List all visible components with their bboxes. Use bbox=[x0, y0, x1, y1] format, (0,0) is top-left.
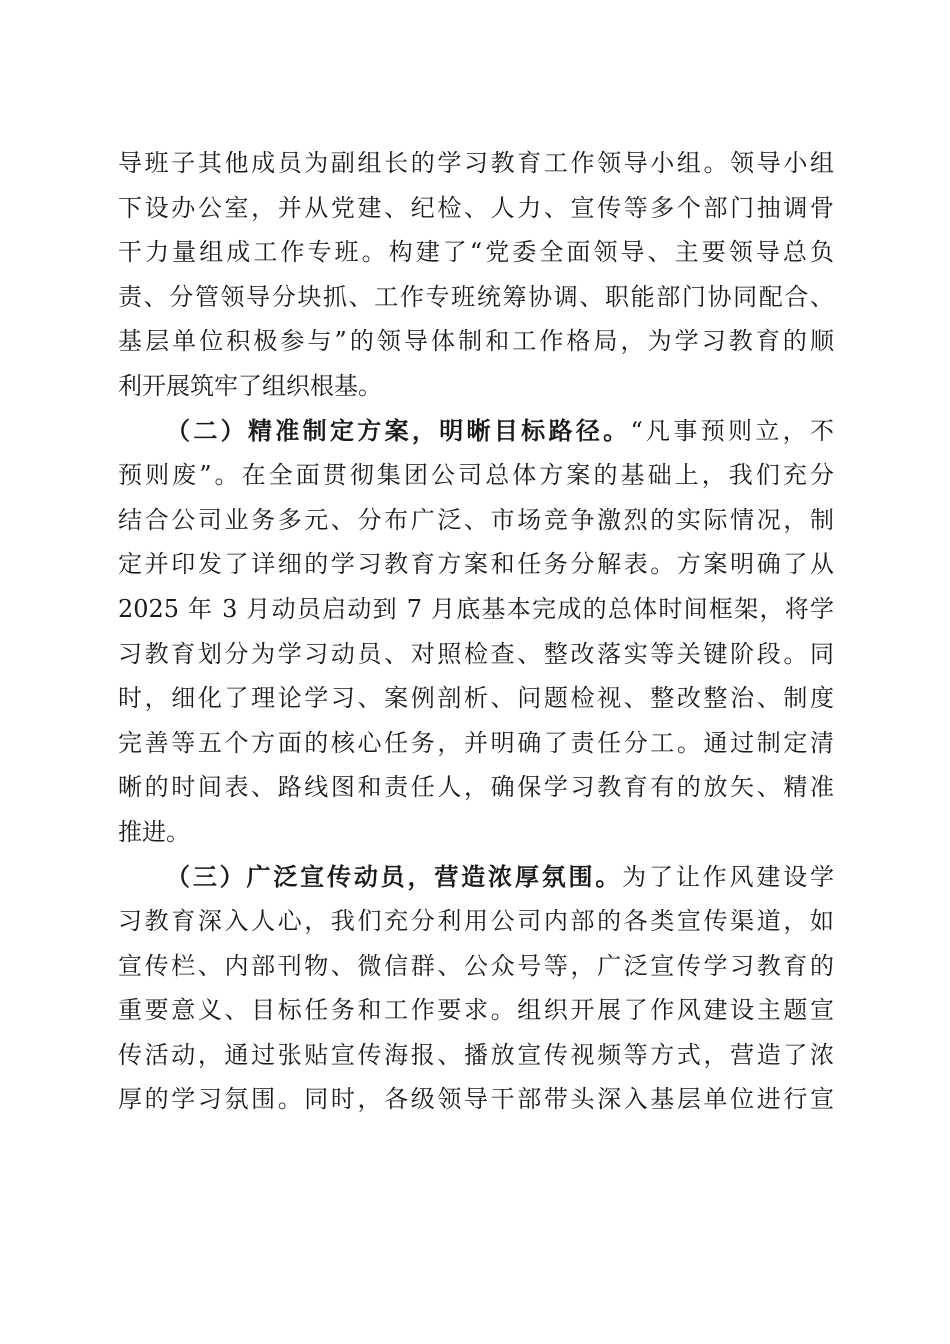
paragraph-plan bbox=[118, 409, 834, 855]
text-line bbox=[118, 721, 834, 766]
text-line bbox=[118, 765, 834, 810]
text-line bbox=[118, 899, 834, 944]
text-span: 导班子其他成员为副组长的学习教育工作领导小组。领导小组 bbox=[118, 149, 834, 177]
text-span: “凡事预则立，不 bbox=[630, 416, 834, 445]
text-line bbox=[118, 810, 834, 855]
text-span: 为了让作风建设学 bbox=[622, 862, 835, 891]
text-line bbox=[118, 186, 834, 231]
text-line bbox=[118, 141, 834, 186]
text-span: 重要意义、目标任务和工作要求。组织开展了作风建设主题宣 bbox=[118, 996, 834, 1025]
text-span: 习教育划分为学习动员、对照检查、整改落实等关键阶段。同 bbox=[118, 639, 834, 668]
text-span: 厚的学习氛围。同时，各级领导干部带头深入基层单位进行宣 bbox=[118, 1085, 834, 1114]
text-line bbox=[118, 364, 834, 409]
text-line bbox=[118, 275, 834, 320]
document-page bbox=[118, 141, 834, 1122]
text-span: 预则废”。在全面贯彻集团公司总体方案的基础上，我们充分 bbox=[118, 461, 834, 490]
text-span: 完善等五个方面的核心任务，并明确了责任分工。通过制定清 bbox=[118, 728, 834, 757]
text-line bbox=[118, 230, 834, 275]
paragraph-publicity bbox=[118, 855, 834, 1123]
text-line bbox=[118, 1077, 834, 1122]
text-span: 时，细化了理论学习、案例剖析、问题检视、整改整治、制度 bbox=[118, 684, 834, 713]
text-span: 推进。 bbox=[118, 817, 190, 846]
text-span: 定并印发了详细的学习教育方案和任务分解表。方案明确了从 bbox=[118, 550, 834, 579]
text-line bbox=[118, 944, 834, 989]
text-line bbox=[118, 676, 834, 721]
text-line bbox=[118, 498, 834, 543]
text-line bbox=[118, 319, 834, 364]
text-span: 宣传栏、内部刊物、微信群、公众号等，广泛宣传学习教育的 bbox=[118, 951, 834, 980]
text-span: 利开展筑牢了组织根基。 bbox=[118, 371, 382, 400]
text-line bbox=[118, 988, 834, 1033]
section-heading-3: （三）广泛宣传动员，营造浓厚氛围。 bbox=[166, 861, 623, 891]
text-span: 习教育深入人心，我们充分利用公司内部的各类宣传渠道，如 bbox=[118, 907, 834, 936]
text-line bbox=[118, 632, 834, 677]
text-line bbox=[118, 409, 834, 454]
text-span: 责、分管领导分块抓、工作专班统筹协调、职能部门协同配合、 bbox=[118, 282, 834, 311]
text-line bbox=[118, 542, 834, 587]
text-span: 2025 年 3 月动员启动到 7 月底基本完成的总体时间框架，将学 bbox=[118, 594, 834, 623]
text-line bbox=[118, 587, 834, 632]
text-span: 结合公司业务多元、分布广泛、市场竞争激烈的实际情况，制 bbox=[118, 505, 834, 534]
text-span: 干力量组成工作专班。构建了“党委全面领导、主要领导总负 bbox=[118, 238, 834, 267]
text-span: 晰的时间表、路线图和责任人，确保学习教育有的放矢、精准 bbox=[118, 773, 834, 802]
text-line bbox=[118, 855, 834, 900]
text-span: 下设办公室，并从党建、纪检、人力、宣传等多个部门抽调骨 bbox=[118, 193, 834, 222]
paragraph-organization bbox=[118, 141, 834, 409]
text-span: 基层单位积极参与”的领导体制和工作格局，为学习教育的顺 bbox=[118, 327, 834, 356]
section-heading-2: （二）精准制定方案，明晰目标路径。 bbox=[166, 415, 631, 445]
text-line bbox=[118, 453, 834, 498]
text-line bbox=[118, 1033, 834, 1078]
text-span: 传活动，通过张贴宣传海报、播放宣传视频等方式，营造了浓 bbox=[118, 1040, 834, 1069]
